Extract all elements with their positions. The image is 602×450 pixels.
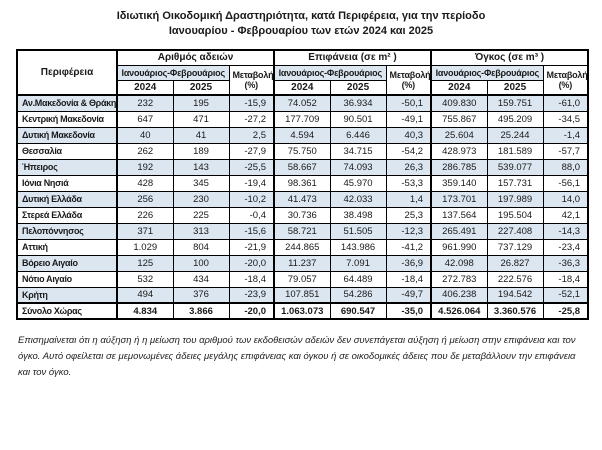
year-header-2025: 2025 xyxy=(330,80,386,95)
period-header-surface: Ιανουάριος-Φεβρουάριος xyxy=(274,65,386,80)
change-value-cell: -23,9 xyxy=(229,287,274,303)
change-value-cell: -61,0 xyxy=(543,95,588,111)
table-row xyxy=(17,143,588,159)
value-cell: 539.077 xyxy=(487,159,543,175)
change-value-cell: -14,3 xyxy=(543,223,588,239)
value-cell: 3.866 xyxy=(173,303,229,319)
value-cell: 4.526.064 xyxy=(431,303,487,319)
value-cell: 42.033 xyxy=(330,191,386,207)
table-row xyxy=(17,207,588,223)
year-header-2024: 2024 xyxy=(274,80,330,95)
value-cell: 74.093 xyxy=(330,159,386,175)
table-row xyxy=(17,287,588,303)
value-cell: 313 xyxy=(173,223,229,239)
value-cell: 495.209 xyxy=(487,111,543,127)
change-value-cell: -18,4 xyxy=(543,271,588,287)
value-cell: 230 xyxy=(173,191,229,207)
total-row xyxy=(17,303,588,319)
change-value-cell: -50,1 xyxy=(386,95,431,111)
change-value-cell: 26,3 xyxy=(386,159,431,175)
value-cell: 194.542 xyxy=(487,287,543,303)
footnote-text: Επισημαίνεται ότι η αύξηση ή η μείωση του αριθμού των εκδοθεισών αδειών δεν συνεπάγεται αύξηση ή μείωση στην επιφάνεια και τον όγκο. Αυτό οφείλεται σε μεμονωμένες άδειες μεγάλης επιφάνειας και όγκου ή σε οικοδομικές άδειες που δε μεταβάλλουν την επιφάνεια και τον όγκο. xyxy=(18,335,576,378)
region-name-cell: Βόρειο Αιγαίο xyxy=(17,255,117,271)
value-cell: 804 xyxy=(173,239,229,255)
table-header xyxy=(17,50,588,95)
period-header-volume: Ιανουάριος-Φεβρουάριος xyxy=(431,65,543,80)
value-cell: 406.238 xyxy=(431,287,487,303)
year-header-2025: 2025 xyxy=(487,80,543,95)
value-cell: 79.057 xyxy=(274,271,330,287)
change-value-cell: 42,1 xyxy=(543,207,588,223)
change-value-cell: -57,7 xyxy=(543,143,588,159)
value-cell: 192 xyxy=(117,159,173,175)
table-row xyxy=(17,239,588,255)
value-cell: 471 xyxy=(173,111,229,127)
region-name-cell: Θεσσαλία xyxy=(17,143,117,159)
table-row xyxy=(17,127,588,143)
value-cell: 74.052 xyxy=(274,95,330,111)
change-value-cell: -10,2 xyxy=(229,191,274,207)
change-value-cell: 40,3 xyxy=(386,127,431,143)
value-cell: 26.827 xyxy=(487,255,543,271)
value-cell: 58.667 xyxy=(274,159,330,175)
value-cell: 41 xyxy=(173,127,229,143)
value-cell: 371 xyxy=(117,223,173,239)
value-cell: 494 xyxy=(117,287,173,303)
region-name-cell: Πελοπόννησος xyxy=(17,223,117,239)
value-cell: 173.701 xyxy=(431,191,487,207)
year-header-2024: 2024 xyxy=(431,80,487,95)
region-name-cell: Δυτική Μακεδονία xyxy=(17,127,117,143)
change-value-cell: -36,9 xyxy=(386,255,431,271)
value-cell: 428 xyxy=(117,175,173,191)
change-value-cell: -27,9 xyxy=(229,143,274,159)
value-cell: 376 xyxy=(173,287,229,303)
change-value-cell: 25,3 xyxy=(386,207,431,223)
year-header-2024: 2024 xyxy=(117,80,173,95)
value-cell: 961.990 xyxy=(431,239,487,255)
value-cell: 6.446 xyxy=(330,127,386,143)
change-header-volume: Μεταβολή (%) xyxy=(543,65,588,95)
change-value-cell: 88,0 xyxy=(543,159,588,175)
value-cell: 125 xyxy=(117,255,173,271)
column-group-volume: Όγκος (σε m³ ) xyxy=(431,50,588,65)
value-cell: 737.129 xyxy=(487,239,543,255)
value-cell: 30.736 xyxy=(274,207,330,223)
value-cell: 227.408 xyxy=(487,223,543,239)
value-cell: 272.783 xyxy=(431,271,487,287)
value-cell: 42.098 xyxy=(431,255,487,271)
value-cell: 137.564 xyxy=(431,207,487,223)
region-name-cell: Ήπειρος xyxy=(17,159,117,175)
value-cell: 197.989 xyxy=(487,191,543,207)
period-header-permits: Ιανουάριος-Φεβρουάριος xyxy=(117,65,229,80)
region-name-cell: Ιόνια Νησιά xyxy=(17,175,117,191)
value-cell: 690.547 xyxy=(330,303,386,319)
table-body xyxy=(17,95,588,319)
value-cell: 409.830 xyxy=(431,95,487,111)
value-cell: 11.237 xyxy=(274,255,330,271)
value-cell: 51.505 xyxy=(330,223,386,239)
change-value-cell: -36,3 xyxy=(543,255,588,271)
table-row xyxy=(17,271,588,287)
table-row xyxy=(17,95,588,111)
change-value-cell: -20,0 xyxy=(229,303,274,319)
title-line-1: Ιδιωτική Οικοδομική Δραστηριότητα, κατά Περιφέρεια, για την περίοδο xyxy=(116,10,486,22)
value-cell: 359.140 xyxy=(431,175,487,191)
table-row xyxy=(17,175,588,191)
value-cell: 3.360.576 xyxy=(487,303,543,319)
value-cell: 181.589 xyxy=(487,143,543,159)
value-cell: 226 xyxy=(117,207,173,223)
change-value-cell: -15,9 xyxy=(229,95,274,111)
change-value-cell: 14,0 xyxy=(543,191,588,207)
region-name-cell: Αν.Μακεδονία & Θράκη xyxy=(17,95,117,111)
value-cell: 265.491 xyxy=(431,223,487,239)
document-title xyxy=(0,0,602,38)
value-cell: 75.750 xyxy=(274,143,330,159)
value-cell: 189 xyxy=(173,143,229,159)
header-row-groups xyxy=(17,50,588,65)
value-cell: 434 xyxy=(173,271,229,287)
value-cell: 58.721 xyxy=(274,223,330,239)
change-value-cell: -19,4 xyxy=(229,175,274,191)
column-group-surface: Επιφάνεια (σε m² ) xyxy=(274,50,431,65)
value-cell: 345 xyxy=(173,175,229,191)
region-name-cell: Νότιο Αιγαίο xyxy=(17,271,117,287)
column-group-permits: Αριθμός αδειών xyxy=(117,50,274,65)
change-value-cell: -12,3 xyxy=(386,223,431,239)
table-row xyxy=(17,159,588,175)
value-cell: 36.934 xyxy=(330,95,386,111)
total-label-cell: Σύνολο Χώρας xyxy=(17,303,117,319)
value-cell: 34.715 xyxy=(330,143,386,159)
value-cell: 41.473 xyxy=(274,191,330,207)
value-cell: 755.867 xyxy=(431,111,487,127)
year-header-2025: 2025 xyxy=(173,80,229,95)
value-cell: 45.970 xyxy=(330,175,386,191)
change-value-cell: -0,4 xyxy=(229,207,274,223)
value-cell: 107.851 xyxy=(274,287,330,303)
change-value-cell: -54,2 xyxy=(386,143,431,159)
change-value-cell: -18,4 xyxy=(229,271,274,287)
value-cell: 64.489 xyxy=(330,271,386,287)
region-name-cell: Στερεά Ελλάδα xyxy=(17,207,117,223)
value-cell: 222.576 xyxy=(487,271,543,287)
table-row xyxy=(17,223,588,239)
value-cell: 1.063.073 xyxy=(274,303,330,319)
regions-statistics-table xyxy=(16,49,589,320)
value-cell: 428.973 xyxy=(431,143,487,159)
value-cell: 177.709 xyxy=(274,111,330,127)
change-value-cell: -56,1 xyxy=(543,175,588,191)
value-cell: 195.504 xyxy=(487,207,543,223)
value-cell: 90.501 xyxy=(330,111,386,127)
change-value-cell: -27,2 xyxy=(229,111,274,127)
value-cell: 143.986 xyxy=(330,239,386,255)
change-value-cell: -20,0 xyxy=(229,255,274,271)
value-cell: 195 xyxy=(173,95,229,111)
value-cell: 532 xyxy=(117,271,173,287)
change-value-cell: -34,5 xyxy=(543,111,588,127)
value-cell: 7.091 xyxy=(330,255,386,271)
value-cell: 647 xyxy=(117,111,173,127)
change-value-cell: -41,2 xyxy=(386,239,431,255)
region-name-cell: Κρήτη xyxy=(17,287,117,303)
value-cell: 38.498 xyxy=(330,207,386,223)
value-cell: 100 xyxy=(173,255,229,271)
change-value-cell: -25,5 xyxy=(229,159,274,175)
column-header-region: Περιφέρεια xyxy=(17,50,117,95)
change-value-cell: 2,5 xyxy=(229,127,274,143)
table-row xyxy=(17,255,588,271)
table-row xyxy=(17,111,588,127)
change-value-cell: -49,1 xyxy=(386,111,431,127)
value-cell: 262 xyxy=(117,143,173,159)
value-cell: 25.604 xyxy=(431,127,487,143)
change-value-cell: -21,9 xyxy=(229,239,274,255)
region-name-cell: Κεντρική Μακεδονία xyxy=(17,111,117,127)
value-cell: 225 xyxy=(173,207,229,223)
value-cell: 98.361 xyxy=(274,175,330,191)
value-cell: 157.731 xyxy=(487,175,543,191)
change-value-cell: 1,4 xyxy=(386,191,431,207)
value-cell: 1.029 xyxy=(117,239,173,255)
change-value-cell: -1,4 xyxy=(543,127,588,143)
title-line-2: Ιανουαρίου - Φεβρουαρίου των ετών 2024 και 2025 xyxy=(168,24,434,37)
change-value-cell: -49,7 xyxy=(386,287,431,303)
change-value-cell: -25,8 xyxy=(543,303,588,319)
change-value-cell: -53,3 xyxy=(386,175,431,191)
change-value-cell: -52,1 xyxy=(543,287,588,303)
region-name-cell: Αττική xyxy=(17,239,117,255)
value-cell: 286.785 xyxy=(431,159,487,175)
value-cell: 4.834 xyxy=(117,303,173,319)
change-value-cell: -23,4 xyxy=(543,239,588,255)
value-cell: 244.865 xyxy=(274,239,330,255)
change-value-cell: -15,6 xyxy=(229,223,274,239)
value-cell: 4.594 xyxy=(274,127,330,143)
value-cell: 40 xyxy=(117,127,173,143)
region-name-cell: Δυτική Ελλάδα xyxy=(17,191,117,207)
value-cell: 159.751 xyxy=(487,95,543,111)
value-cell: 232 xyxy=(117,95,173,111)
table-row xyxy=(17,191,588,207)
change-value-cell: -18,4 xyxy=(386,271,431,287)
change-header-permits: Μεταβολή (%) xyxy=(229,65,274,95)
value-cell: 25.244 xyxy=(487,127,543,143)
change-header-surface: Μεταβολή (%) xyxy=(386,65,431,95)
value-cell: 54.286 xyxy=(330,287,386,303)
value-cell: 143 xyxy=(173,159,229,175)
change-value-cell: -35,0 xyxy=(386,303,431,319)
value-cell: 256 xyxy=(117,191,173,207)
